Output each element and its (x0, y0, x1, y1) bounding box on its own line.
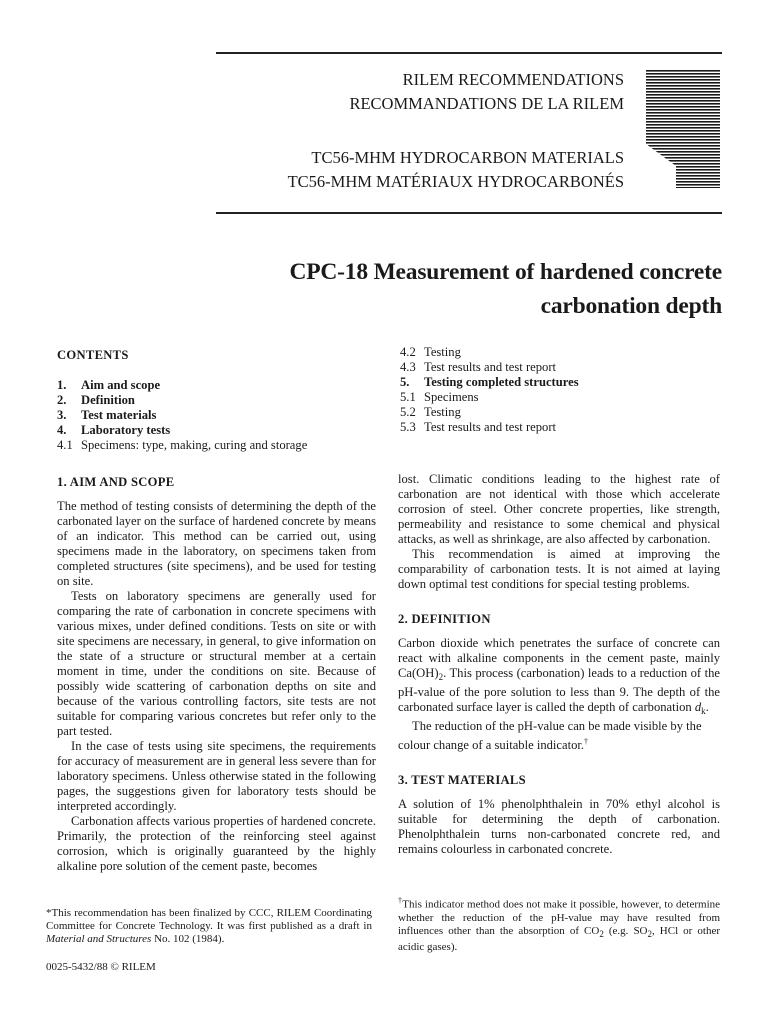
footnote-left (46, 907, 372, 946)
section1-paragraph: In the case of tests using site specimens, the requirements for accuracy of measurement are in general less severe than for laboratory specimens. Unless otherwise stated in the following pages, the suggestions given for laboratory tests should be interpreted accordingly. (57, 739, 376, 813)
toc-item[interactable]: 4.1 Specimens: type, making, curing and storage (57, 438, 308, 452)
toc-item[interactable]: 5.2 Testing (400, 405, 461, 419)
toc-item[interactable]: 4. Laboratory tests (57, 423, 171, 437)
section3-heading: 3. TEST MATERIALS (398, 773, 526, 788)
header-bottom-rule (216, 212, 722, 214)
section1-heading: 1. AIM AND SCOPE (57, 475, 175, 489)
section1-paragraph-cont: lost. Climatic conditions leading to the highest rate of carbonation are not identical with those which accelerate corrosion of steel. Other concrete properties, like strength, permeability and resistance to some chemical and physical attacks, as well as shrinkage, are also affected by carbonation. (398, 472, 720, 546)
header-committee-en: TC56-MHM HYDROCARBON MATERIALS (311, 148, 624, 167)
document-title-line2: carbonation depth (540, 293, 722, 319)
section2-paragraph: Carbon dioxide which penetrates the surface of concrete can react with alkaline components in the cement paste, mainly $Ca(OH)_2$. This process (carbonation) leads to a reduction of the pH-value of the pore solution to less than 9. The depth of the carbonated surface layer is called the depth of carbonation $d_k$. (398, 636, 720, 716)
rilem-logo-icon (646, 70, 720, 188)
toc-item[interactable]: 5. Testing completed structures (400, 375, 579, 389)
footnote-finalized: *This recommendation has been finalized by CCC, RILEM Coordinating Committee for Concrete Technology. It was first published as a draft in Material and Structures No. 102 (1984). (46, 907, 372, 945)
toc-item[interactable]: 5.1 Specimens (400, 390, 479, 404)
toc-item[interactable]: 4.3 Test results and test report (400, 360, 557, 374)
document-title-line1: CPC-18 Measurement of hardened concrete (289, 259, 722, 285)
contents-heading: CONTENTS (57, 348, 129, 362)
toc-item[interactable]: 1. Aim and scope (57, 378, 161, 392)
header-rilem-fr: RECOMMANDATIONS DE LA RILEM (349, 94, 624, 113)
section2-paragraph: The reduction of the pH-value can be made visible by the colour change of a suitable indicator.† (398, 719, 702, 753)
toc-item[interactable]: 2. Definition (57, 393, 135, 407)
footnote-indicator: †This indicator method does not make it possible, however, to determine whether the reduction of the pH-value may have resulted from influences other than the absorption of $CO_2$ (e.g. $SO_2$, HCl or other acidic gases). (398, 896, 721, 953)
header-committee-fr: TC56-MHM MATÉRIAUX HYDROCARBONÉS (287, 172, 624, 191)
footnote-right (398, 894, 720, 954)
section1-paragraph: The method of testing consists of determining the depth of the carbonated layer on the surface of hardened concrete by means of an indicator. This method can be carried out, using specimens made in the laboratory, on specimens taken from completed structures (site specimens), and be used for testing on site. (57, 499, 376, 588)
toc-item[interactable]: 3. Test materials (57, 408, 157, 422)
right-column (398, 472, 720, 857)
copyright-line: 0025-5432/88 © RILEM (46, 961, 156, 973)
toc-item[interactable]: 4.2 Testing (400, 345, 461, 359)
section2-heading: 2. DEFINITION (398, 612, 491, 626)
left-column (57, 475, 376, 874)
contents-right (400, 345, 720, 435)
section1-paragraph: This recommendation is aimed at improving the comparability of carbonation tests. It is not aimed at laying down optimal test conditions for special testing problems. (398, 547, 720, 591)
header-rilem-en: RILEM RECOMMENDATIONS (402, 70, 624, 89)
section3-paragraph: A solution of 1% phenolphthalein in 70% ethyl alcohol is suitable for determining the depth of carbonation. Phenolphthalein turns non-carbonated concrete red, and remains colourless in carbonated concrete. (398, 797, 720, 857)
contents-left (57, 348, 387, 453)
section1-paragraph: Tests on laboratory specimens are generally used for comparing the rate of carbonation in concrete specimens with various mixes, under defined conditions. Tests on site or with site specimens are necessary, in general, to give information on the state of a structure or structural member at a certain moment in time, under the conditions on site. Because of possibly wide scattering of carbonation depths on site and because of the various controlling factors, site tests are not suitable for comparing various concretes but refer only to the part tested. (57, 589, 376, 738)
header-top-rule (216, 52, 722, 54)
toc-item[interactable]: 5.3 Test results and test report (400, 420, 557, 434)
section1-paragraph: Carbonation affects various properties of hardened concrete. Primarily, the protection of the reinforcing steel against corrosion, which is originally guaranteed by the highly alkaline pore solution of the cement paste, becomes (57, 814, 376, 873)
